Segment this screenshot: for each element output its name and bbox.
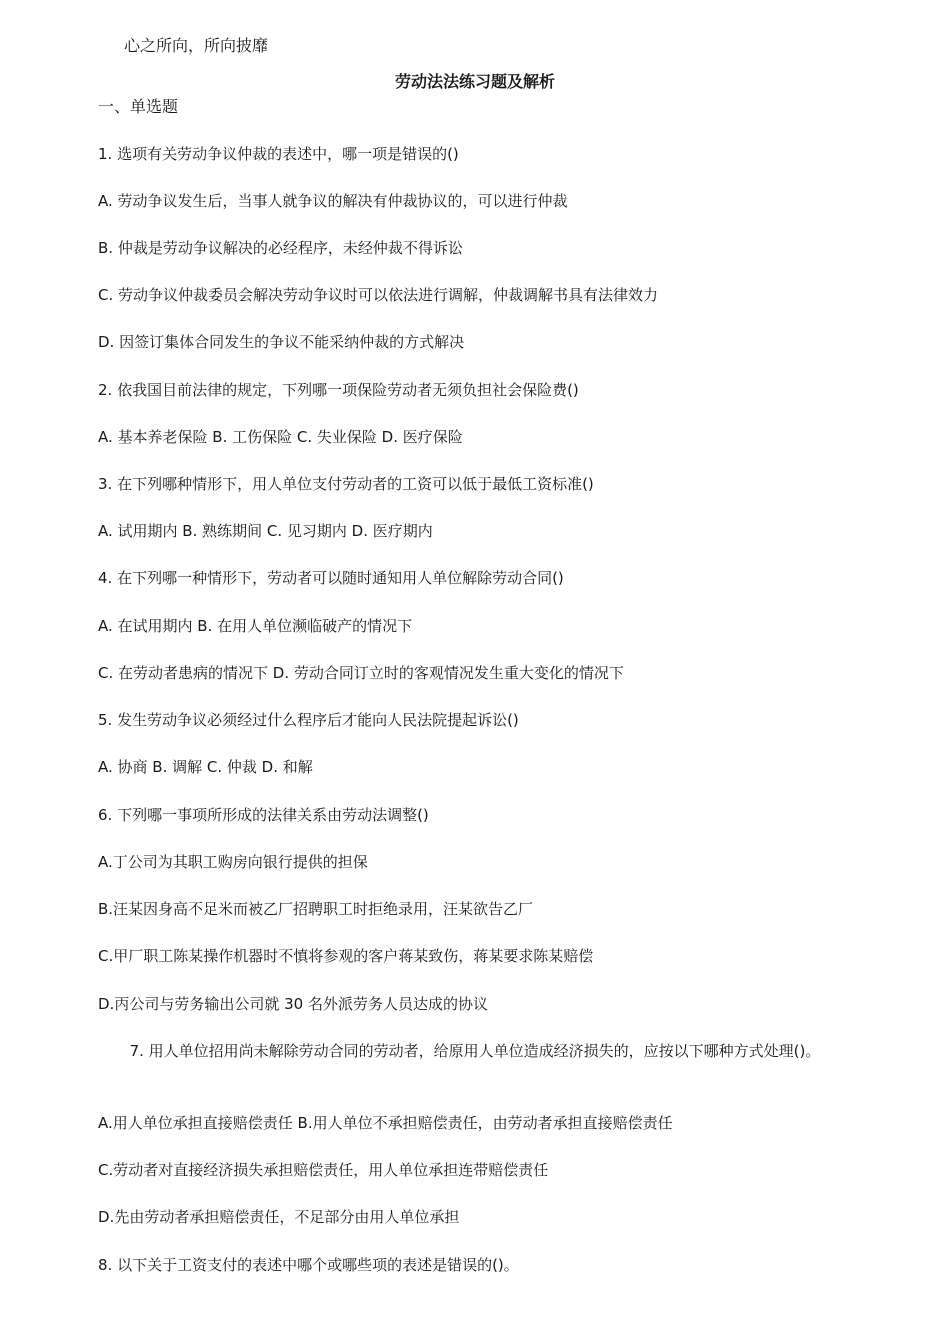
question-6-option-b: B.汪某因身高不足米而被乙厂招聘职工时拒绝录用，汪某欲告乙厂 bbox=[98, 900, 534, 918]
question-4-options-ab: A. 在试用期内 B. 在用人单位濒临破产的情况下 bbox=[98, 617, 413, 635]
question-1-option-b: B. 仲裁是劳动争议解决的必经程序，未经仲裁不得诉讼 bbox=[98, 239, 463, 257]
question-4: 4. 在下列哪一种情形下，劳动者可以随时通知用人单位解除劳动合同() bbox=[98, 569, 564, 587]
question-5: 5. 发生劳动争议必须经过什么程序后才能向人民法院提起诉讼() bbox=[98, 711, 519, 729]
section-heading: 一、单选题 bbox=[98, 97, 179, 116]
question-6: 6. 下列哪一事项所形成的法律关系由劳动法调整() bbox=[98, 806, 429, 824]
question-1-option-d: D. 因签订集体合同发生的争议不能采纳仲裁的方式解决 bbox=[98, 333, 465, 351]
question-7-option-c: C.劳动者对直接经济损失承担赔偿责任，用人单位承担连带赔偿责任 bbox=[98, 1161, 549, 1179]
question-7-option-d: D.先由劳动者承担赔偿责任，不足部分由用人单位承担 bbox=[98, 1208, 460, 1226]
question-2: 2. 依我国目前法律的规定，下列哪一项保险劳动者无须负担社会保险费() bbox=[98, 381, 579, 399]
header-motto: 心之所向，所向披靡 bbox=[124, 36, 269, 55]
question-1-option-a: A. 劳动争议发生后，当事人就争议的解决有仲裁协议的，可以进行仲裁 bbox=[98, 192, 568, 210]
question-1-option-c: C. 劳动争议仲裁委员会解决劳动争议时可以依法进行调解，仲裁调解书具有法律效力 bbox=[98, 286, 659, 304]
question-7: 7. 用人单位招用尚未解除劳动合同的劳动者，给原用人单位造成经济损失的，应按以下哪种方式处理()。 bbox=[129, 1042, 821, 1060]
question-6-option-c: C.甲厂职工陈某操作机器时不慎将参观的客户蒋某致伤，蒋某要求陈某赔偿 bbox=[98, 947, 594, 965]
question-2-options: A. 基本养老保险 B. 工伤保险 C. 失业保险 D. 医疗保险 bbox=[98, 428, 463, 446]
question-6-option-d: D.丙公司与劳务输出公司就 30 名外派劳务人员达成的协议 bbox=[98, 995, 488, 1013]
question-3-options: A. 试用期内 B. 熟练期间 C. 见习期内 D. 医疗期内 bbox=[98, 522, 433, 540]
question-8: 8. 以下关于工资支付的表述中哪个或哪些项的表述是错误的()。 bbox=[98, 1256, 519, 1274]
document-title: 劳动法法练习题及解析 bbox=[394, 72, 555, 91]
question-5-options: A. 协商 B. 调解 C. 仲裁 D. 和解 bbox=[98, 758, 313, 776]
question-6-option-a: A.丁公司为其职工购房向银行提供的担保 bbox=[98, 853, 368, 871]
question-3: 3. 在下列哪种情形下，用人单位支付劳动者的工资可以低于最低工资标准() bbox=[98, 475, 594, 493]
question-7-options-ab: A.用人单位承担直接赔偿责任 B.用人单位不承担赔偿责任，由劳动者承担直接赔偿责任 bbox=[98, 1114, 673, 1132]
question-4-options-cd: C. 在劳动者患病的情况下 D. 劳动合同订立时的客观情况发生重大变化的情况下 bbox=[98, 664, 624, 682]
question-1: 1. 选项有关劳动争议仲裁的表述中，哪一项是错误的() bbox=[98, 145, 459, 163]
